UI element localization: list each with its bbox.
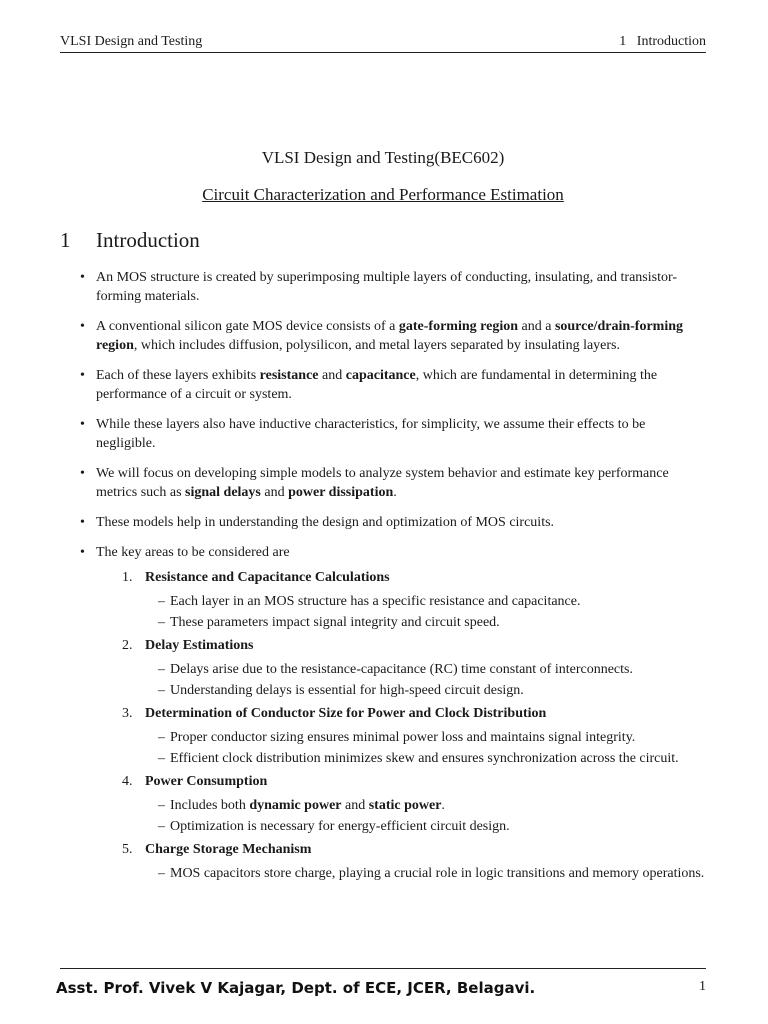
bullet-text: The key areas to be considered are xyxy=(96,545,290,560)
bullet-text: An MOS structure is created by superimposing multiple layers of conducting, insulating, and transistor-forming materials. xyxy=(96,270,677,304)
area-title-text: Power Consumption xyxy=(145,774,268,789)
sub-item-text: Includes both xyxy=(170,798,250,813)
area-item xyxy=(122,568,706,632)
area-sublist xyxy=(122,660,706,700)
area-sublist xyxy=(122,796,706,836)
sub-item xyxy=(158,796,706,815)
bullet-item xyxy=(80,268,706,306)
bullet-item xyxy=(80,415,706,453)
sub-item: – Optimization is necessary for energy-efficient circuit design. xyxy=(158,817,706,836)
area-number: 3. xyxy=(122,706,133,721)
page-header xyxy=(60,32,706,53)
sub-item: – These parameters impact signal integrity and circuit speed. xyxy=(158,613,706,632)
bullet-text: and a xyxy=(518,319,555,334)
bullet-text: A conventional silicon gate MOS device consists of a xyxy=(96,319,399,334)
bullet-text: Each of these layers exhibits xyxy=(96,368,260,383)
bullet-item xyxy=(80,513,706,532)
area-item xyxy=(122,704,706,768)
header-section-title: Introduction xyxy=(636,34,706,49)
area-title-text: Charge Storage Mechanism xyxy=(145,842,312,857)
area-item xyxy=(122,772,706,836)
sub-item: – Efficient clock distribution minimizes skew and ensures synchronization across the circuit. xyxy=(158,749,706,768)
bullet-text: and xyxy=(260,485,289,500)
key-areas-list xyxy=(96,568,706,883)
area-title xyxy=(122,840,706,859)
area-title-text: Determination of Conductor Size for Power and Clock Distribution xyxy=(145,706,547,721)
bullet-text: While these layers also have inductive characteristics, for simplicity, we assume their effects to be negligible. xyxy=(96,417,646,451)
sub-item: – Each layer in an MOS structure has a specific resistance and capacitance. xyxy=(158,592,706,611)
bullet-item xyxy=(80,317,706,355)
bold-term: resistance xyxy=(259,368,319,383)
area-title-text: Delay Estimations xyxy=(145,638,254,653)
bullet-text: and xyxy=(318,368,346,383)
bold-term: signal delays xyxy=(185,485,261,500)
area-title xyxy=(122,568,706,587)
bullet-item xyxy=(80,464,706,502)
page-footer xyxy=(56,968,706,1009)
area-number: 4. xyxy=(122,774,133,789)
sub-item-text: . xyxy=(441,798,445,813)
section-title: Introduction xyxy=(96,228,200,252)
title-block xyxy=(60,148,706,205)
bold-term: power dissipation xyxy=(288,485,394,500)
header-course: VLSI Design and Testing xyxy=(60,34,203,49)
area-sublist xyxy=(122,592,706,632)
page-number: 1 xyxy=(699,979,706,994)
area-number: 1. xyxy=(122,570,133,585)
sub-item: – Understanding delays is essential for high-speed circuit design. xyxy=(158,681,706,700)
bullet-text: . xyxy=(393,485,397,500)
area-title xyxy=(122,704,706,723)
bold-term: gate-forming region xyxy=(398,319,518,334)
area-sublist xyxy=(122,864,706,883)
bullet-text: These models help in understanding the design and optimization of MOS circuits. xyxy=(96,515,555,530)
area-item xyxy=(122,840,706,883)
bullet-text: We will focus on developing simple models to analyze system behavior and estimate key performance metrics such as xyxy=(96,466,669,500)
bold-term: dynamic power xyxy=(249,798,342,813)
bold-term: static power xyxy=(368,798,442,813)
header-section xyxy=(619,34,706,50)
area-number: 2. xyxy=(122,638,133,653)
section-number: 1 xyxy=(60,228,71,252)
document-subtitle: Circuit Characterization and Performance Estimation xyxy=(202,185,564,204)
bullet-text: , which includes diffusion, polysilicon, and metal layers separated by insulating layers. xyxy=(133,338,620,353)
course-title: VLSI Design and Testing(BEC602) xyxy=(261,148,505,167)
sub-item: – Proper conductor sizing ensures minimal power loss and maintains signal integrity. xyxy=(158,728,706,747)
sub-item: – Delays arise due to the resistance-capacitance (RC) time constant of interconnects. xyxy=(158,660,706,679)
bullet-list xyxy=(80,268,706,883)
bullet-item xyxy=(80,543,706,883)
header-section-num: 1 xyxy=(619,34,627,49)
area-title-text: Resistance and Capacitance Calculations xyxy=(145,570,390,585)
area-title xyxy=(122,772,706,791)
bold-term: capacitance xyxy=(345,368,416,383)
bullet-text: , which are fundamental in determining the performance of a circuit or system. xyxy=(96,368,658,402)
area-item xyxy=(122,636,706,700)
sub-item-text: and xyxy=(341,798,369,813)
footer-author: Asst. Prof. Vivek V Kajagar, Dept. of ECE, JCER, Belagavi. xyxy=(56,979,536,997)
content xyxy=(80,268,706,894)
bullet-item xyxy=(80,366,706,404)
bold-term: source/drain-forming region xyxy=(96,319,684,353)
area-number: 5. xyxy=(122,842,133,857)
area-sublist xyxy=(122,728,706,768)
section-heading xyxy=(60,228,200,253)
sub-item: – MOS capacitors store charge, playing a crucial role in logic transitions and memory operations. xyxy=(158,864,706,883)
area-title xyxy=(122,636,706,655)
